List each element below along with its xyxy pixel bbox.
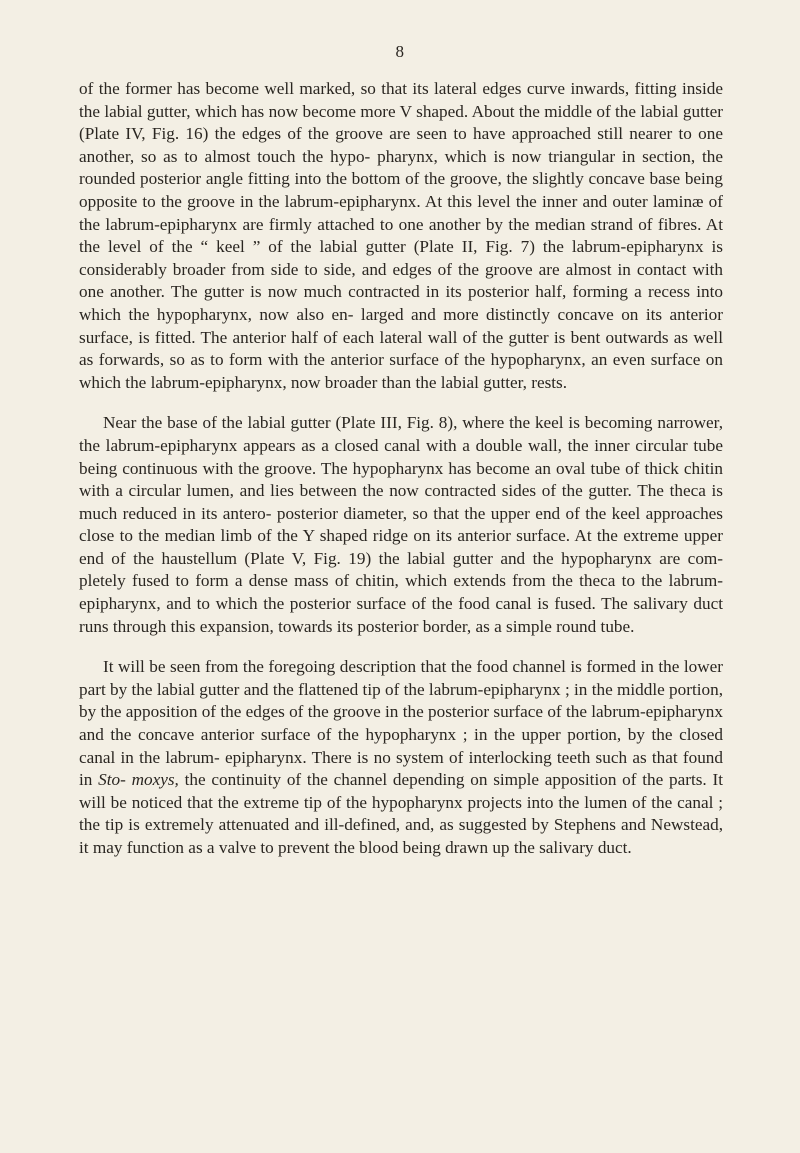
paragraph-3 xyxy=(79,656,723,859)
paragraph-3-text-b: the continuity of the channel depending on simple apposition of the parts. It will be noticed that the extreme tip of the hypopharynx projects into the lumen of the canal ; the tip is extremely attenuated and ill-defined, and, as suggested by Stephens and Newstead, it may function as a valve to prevent the blood being drawn up the salivary duct. xyxy=(79,770,723,857)
body-text xyxy=(79,78,723,878)
paragraph-2: Near the base of the labial gutter (Plate III, Fig. 8), where the keel is becoming narrower, the labrum-epipharynx appears as a closed canal with a double wall, the inner circular tube being continuous with the groove. The hypopharynx has become an oval tube of thick chitin with a circular lumen, and lies between the now contracted sides of the gutter. The theca is much reduced in its antero- posterior diameter, so that the upper end of the keel approaches close to the median limb of the Y shaped ridge on its anterior surface. At the extreme upper end of the haustellum (Plate V, Fig. 19) the labial gutter and the hypopharynx are com- pletely fused to form a dense mass of chitin, which extends from the theca to the labrum-epipharynx, and to which the posterior surface of the food canal is fused. The salivary duct runs through this expansion, towards its posterior border, as a simple round tube. xyxy=(79,413,723,636)
genus-name-stomoxys: Sto- moxys, xyxy=(98,770,179,790)
paragraph-1: of the former has become well marked, so that its lateral edges curve inwards, fitting inside the labial gutter, which has now become more V shaped. About the middle of the labial gutter (Plate IV, Fig. 16) the edges of the groove are seen to have approached still nearer to one another, so as to almost touch the hypo- pharynx, which is now triangular in section, the rounded posterior angle fitting into the bottom of the groove, the slightly concave base being opposite to the groove in the labrum-epipharynx. At this level the inner and outer laminæ of the labrum-epipharynx are firmly attached to one another by the median strand of fibres. At the level of the “ keel ” of the labial gutter (Plate II, Fig. 7) the labrum-epipharynx is considerably broader from side to side, and edges of the groove are almost in contact with one another. The gutter is now much contracted in its posterior half, forming a recess into which the hypopharynx, now also en- larged and more distinctly concave on its anterior surface, is fitted. The anterior half of each lateral wall of the gutter is bent outwards as well as forwards, so as to form with the anterior surface of the hypopharynx, an even surface on which the labrum-epipharynx, now broader than the labial gutter, rests. xyxy=(79,79,723,392)
paragraph-3-text-a: It will be seen from the foregoing description that the food channel is formed in the lower part by the labial gutter and the flattened tip of the labrum-epipharynx ; in the middle portion, by the apposition of the edges of the groove in the posterior surface of the labrum-epipharynx and the concave anterior surface of the hypopharynx ; in the upper portion, by the closed canal in the labrum- epipharynx. There is no system of interlocking teeth such as that found in xyxy=(79,657,723,790)
page-number: 8 xyxy=(395,42,405,61)
